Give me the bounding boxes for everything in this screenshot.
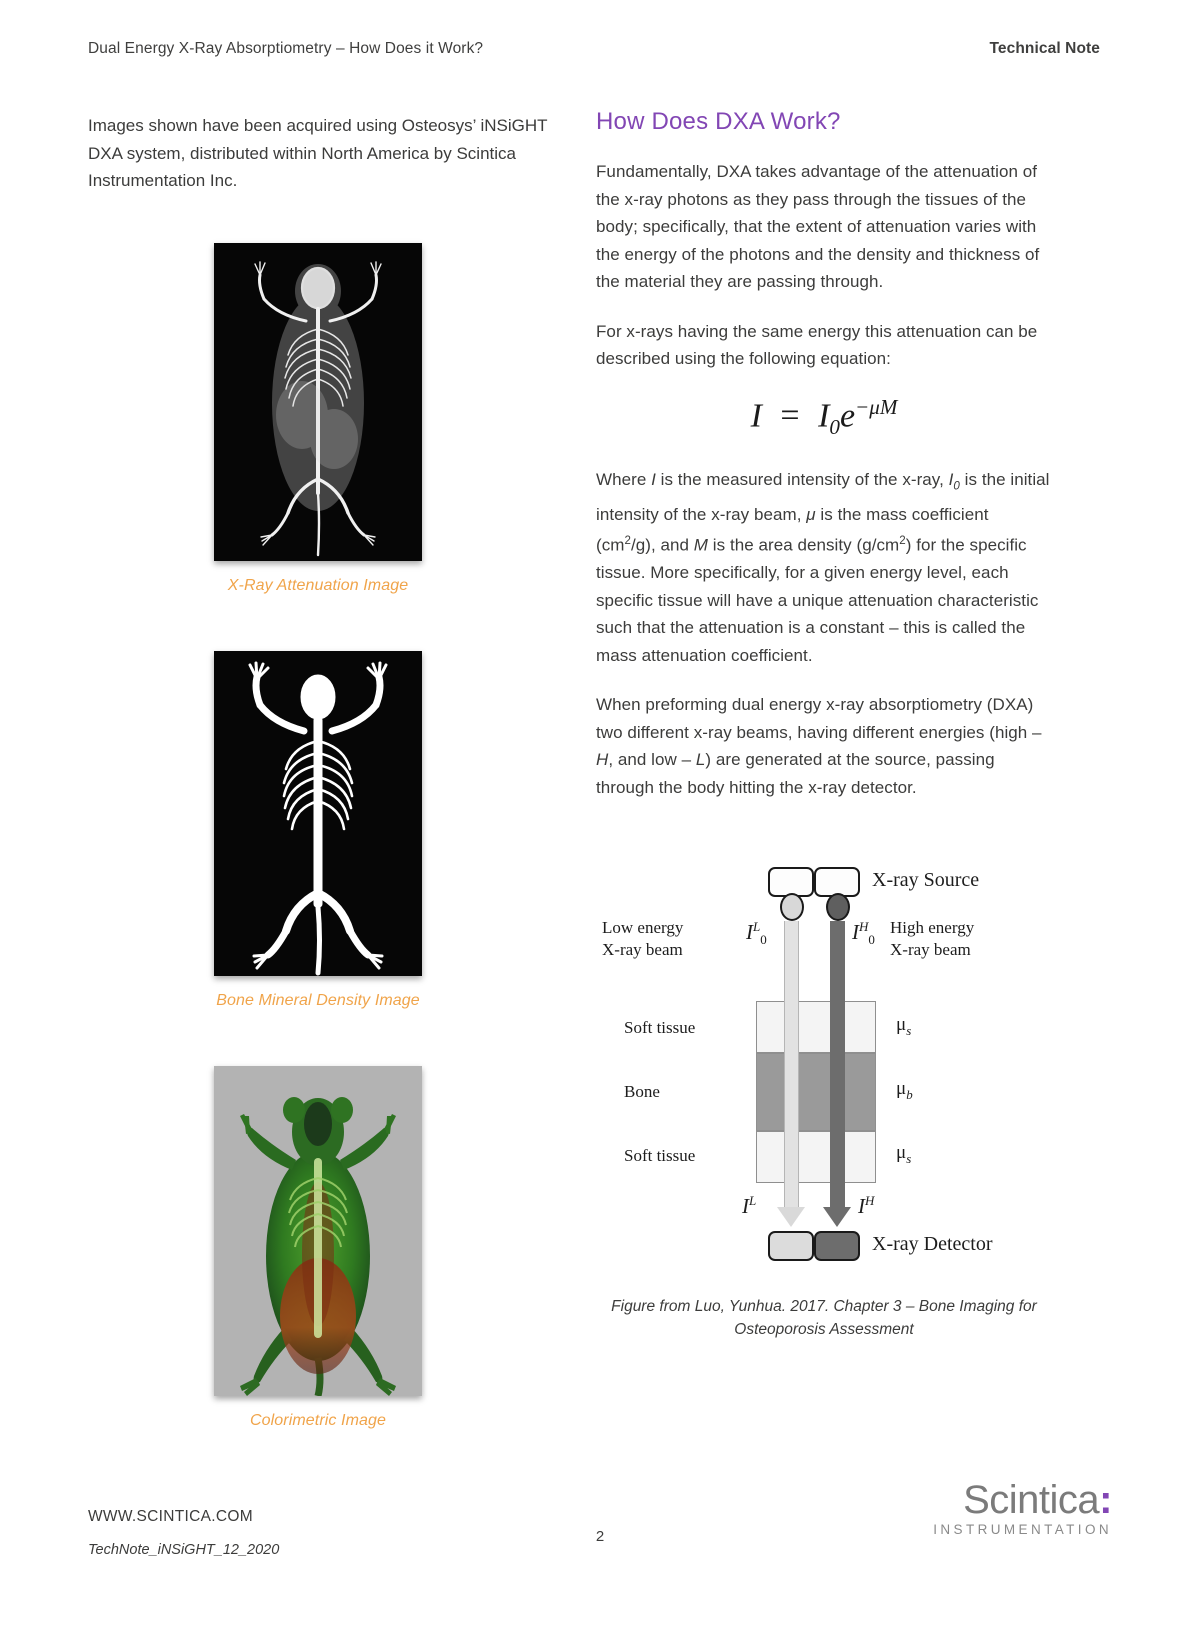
I0-high-base: I bbox=[852, 920, 859, 945]
header-doc-type: Technical Note bbox=[989, 40, 1100, 57]
page-number: 2 bbox=[595, 1528, 605, 1545]
dual-text-3: ) are generated at the source, passing through the body hitting the x-ray detector. bbox=[596, 750, 995, 797]
symbol-L: L bbox=[695, 750, 706, 770]
paragraph-equation-intro: For x-rays having the same energy this attenuation can be described using the following equation: bbox=[596, 321, 1038, 368]
layer-label-soft-tissue-bottom: Soft tissue bbox=[624, 1146, 696, 1166]
def-text-1: Where bbox=[596, 469, 652, 489]
beam-high-overlay bbox=[830, 1001, 845, 1183]
logo-word-text: Scintica bbox=[963, 1478, 1100, 1522]
source-label: X-ray Source bbox=[872, 869, 980, 892]
source-emitter-high bbox=[826, 893, 850, 921]
equation-subscript: 0 bbox=[829, 414, 840, 439]
superscript-2-b: 2 bbox=[899, 535, 906, 548]
symbol-I0: I bbox=[948, 469, 954, 489]
I-low-symbol bbox=[742, 1193, 756, 1219]
I-high-base: I bbox=[858, 1194, 865, 1219]
mu-bone bbox=[896, 1078, 913, 1103]
layer-soft-tissue-top bbox=[756, 1001, 876, 1053]
figure-caption: X-Ray Attenuation Image bbox=[227, 576, 409, 594]
detector-box-high bbox=[814, 1231, 860, 1261]
equation-equals: = bbox=[780, 396, 800, 434]
dual-text-1: When preforming dual energy x-ray absorptiometry (DXA) two different x-ray beams, having different energies (high – bbox=[596, 695, 1042, 742]
I-high-sup: H bbox=[865, 1193, 875, 1209]
beam-low-arrowhead bbox=[777, 1207, 805, 1227]
xray-attenuation-image bbox=[214, 243, 422, 561]
bone-mineral-density-image bbox=[214, 651, 422, 976]
right-column bbox=[596, 108, 1052, 1341]
mu-soft-top bbox=[896, 1014, 911, 1039]
high-energy-line-1: High energy bbox=[890, 918, 975, 938]
layer-label-bone: Bone bbox=[624, 1082, 660, 1102]
footer-website-url[interactable]: WWW.SCINTICA.COM bbox=[88, 1508, 253, 1525]
logo-wordmark bbox=[933, 1480, 1112, 1520]
logo-colon: : bbox=[1099, 1478, 1112, 1522]
symbol-M: M bbox=[693, 535, 709, 555]
layer-label-soft-tissue-top: Soft tissue bbox=[624, 1018, 696, 1038]
beam-high-arrowhead bbox=[823, 1207, 851, 1227]
mu-bone-sub: b bbox=[906, 1086, 913, 1102]
mu-soft-bottom bbox=[896, 1142, 911, 1167]
I0-low-sub: 0 bbox=[760, 932, 767, 948]
symbol-I0-subscript: 0 bbox=[953, 480, 960, 493]
layer-soft-tissue-bottom bbox=[756, 1131, 876, 1183]
header-title: Dual Energy X-Ray Absorptiometry – How Does it Work? bbox=[88, 40, 484, 57]
def-text-5: /g), and bbox=[630, 535, 694, 555]
footer-filename: TechNote_iNSiGHT_12_2020 bbox=[88, 1542, 280, 1558]
I-low-base: I bbox=[742, 1194, 749, 1219]
detector-label: X-ray Detector bbox=[872, 1233, 993, 1256]
mu-bone-base: μ bbox=[896, 1078, 907, 1100]
detector-box-low bbox=[768, 1231, 814, 1261]
source-emitter-low bbox=[780, 893, 804, 921]
I-low-sup: L bbox=[749, 1193, 757, 1209]
figure-source-caption: Figure from Luo, Yunhua. 2017. Chapter 3 – Bone Imaging for Osteoporosis Assessment bbox=[611, 1298, 1037, 1339]
low-energy-line-1: Low energy bbox=[602, 918, 684, 938]
symbol-mu: μ bbox=[806, 504, 816, 524]
rodent-colorimetric-graphic bbox=[214, 1066, 422, 1396]
figure-xray-attenuation bbox=[88, 243, 548, 595]
equation-exp-base: e bbox=[839, 396, 856, 434]
scintica-logo bbox=[933, 1480, 1112, 1537]
mu-soft-top-base: μ bbox=[896, 1014, 907, 1036]
paragraph-symbol-definitions bbox=[596, 466, 1052, 670]
paragraph-dual-energy bbox=[596, 691, 1052, 801]
equation-I-base: I bbox=[818, 396, 830, 434]
figure-colorimetric bbox=[88, 1066, 548, 1430]
rodent-bmd-graphic bbox=[214, 651, 422, 976]
I0-low-base: I bbox=[746, 920, 753, 945]
equation-lhs: I bbox=[750, 396, 762, 434]
def-text-7: ) for the specific tissue. More specifically, for a given energy level, each specific tissue will have a unique attenuation characteristic such that the attenuation is a constant – this is called the mass attenuation coefficient. bbox=[596, 535, 1039, 665]
attenuation-equation bbox=[596, 395, 1052, 440]
I-high-symbol bbox=[858, 1193, 874, 1219]
I0-high-symbol bbox=[852, 919, 875, 948]
mu-soft-top-sub: s bbox=[906, 1022, 912, 1038]
superscript-2-a: 2 bbox=[624, 535, 631, 548]
figure-caption: Bone Mineral Density Image bbox=[216, 991, 420, 1009]
mu-soft-bottom-sub: s bbox=[906, 1150, 912, 1166]
low-energy-beam-label bbox=[602, 917, 683, 961]
def-text-2: is the measured intensity of the x-ray, bbox=[655, 469, 949, 489]
I0-high-sup: H bbox=[859, 919, 869, 935]
I0-low-sup: L bbox=[753, 919, 761, 935]
symbol-I: I bbox=[651, 469, 656, 489]
figure-bone-mineral-density bbox=[88, 651, 548, 1010]
high-energy-beam-label bbox=[890, 917, 974, 961]
def-text-6: is the area density (g/cm bbox=[708, 535, 900, 555]
intro-paragraph: Images shown have been acquired using Osteosys’ iNSiGHT DXA system, distributed within North America by Scintica Instrumentation Inc. bbox=[88, 116, 548, 190]
left-column bbox=[88, 112, 548, 1430]
mu-soft-bottom-base: μ bbox=[896, 1142, 907, 1164]
figure-caption: Colorimetric Image bbox=[249, 1411, 387, 1429]
beam-low-overlay bbox=[784, 1001, 799, 1183]
equation-exponent: −μM bbox=[855, 394, 898, 419]
I0-high-sub: 0 bbox=[868, 932, 875, 948]
dual-text-2: , and low – bbox=[608, 750, 696, 770]
logo-subtitle: INSTRUMENTATION bbox=[933, 1522, 1112, 1537]
symbol-H: H bbox=[596, 750, 609, 770]
colorimetric-image bbox=[214, 1066, 422, 1396]
def-text-4: is the mass coefficient (cm bbox=[596, 504, 989, 555]
I0-low-symbol bbox=[746, 919, 767, 948]
low-energy-line-2: X-ray beam bbox=[602, 940, 683, 960]
high-energy-line-2: X-ray beam bbox=[890, 940, 971, 960]
page-title: How Does DXA Work? bbox=[596, 108, 841, 135]
document-header bbox=[88, 40, 1100, 58]
layer-bone bbox=[756, 1053, 876, 1131]
rodent-xray-graphic bbox=[214, 243, 422, 561]
paragraph-fundamentals: Fundamentally, DXA takes advantage of the attenuation of the x-ray photons as they pass through the tissues of the body; specifically, that the extent of attenuation varies with the energy of the photons and the density and thickness of the material they are passing through. bbox=[596, 162, 1040, 291]
dxa-schematic-diagram bbox=[596, 859, 1052, 1279]
def-text-3: is the initial intensity of the x-ray beam, bbox=[596, 469, 1050, 524]
